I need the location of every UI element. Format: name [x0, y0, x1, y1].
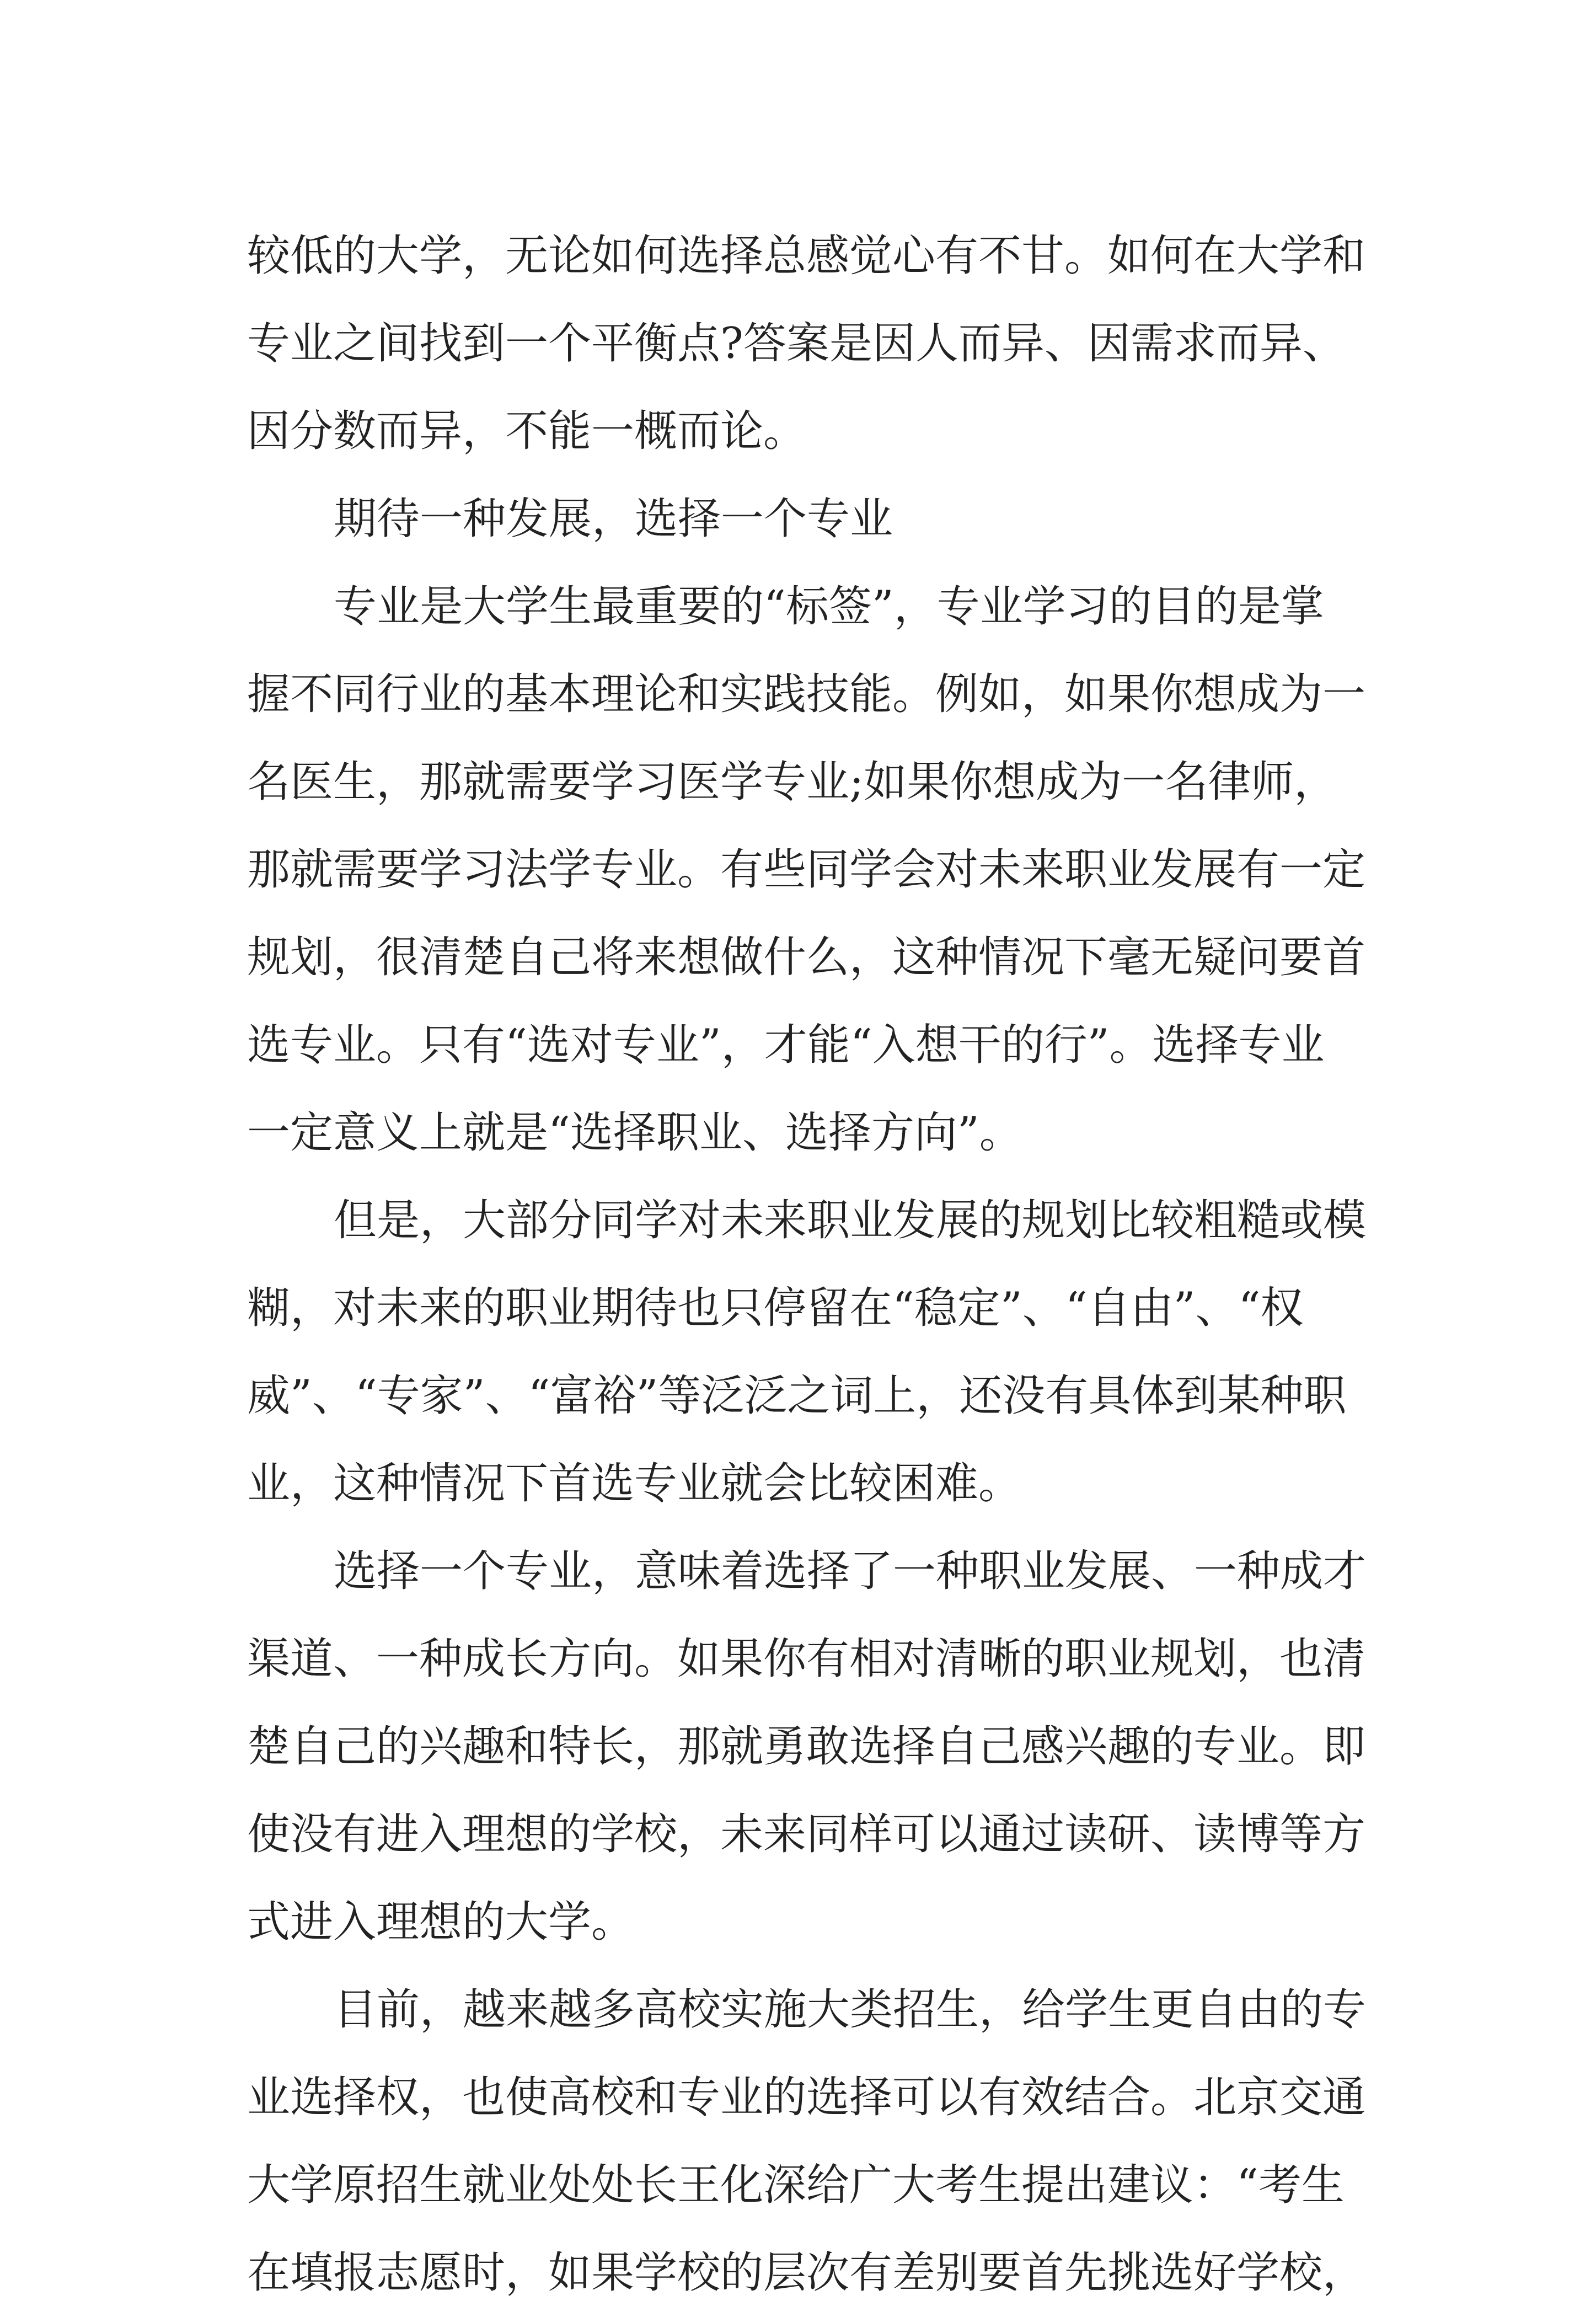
text-line: 在填报志愿时，如果学校的层次有差别要首先挑选好学校， — [247, 2248, 1366, 2298]
text-line: 较低的大学，无论如何选择总感觉心有不甘。如何在大学和 — [247, 231, 1366, 281]
text-line: 选择一个专业，意味着选择了一种职业发展、一种成才 — [334, 1547, 1367, 1596]
text-line: 期待一种发展，选择一个专业 — [334, 494, 893, 544]
text-line: 式进入理想的大学。 — [247, 1897, 635, 1947]
text-line: 名医生，那就需要学习医学专业;如果你想成为一名律师， — [247, 757, 1337, 807]
text-line: 那就需要学习法学专业。有些同学会对未来职业发展有一定 — [247, 845, 1366, 895]
text-line: 但是，大部分同学对未来职业发展的规划比较粗糙或模 — [334, 1196, 1367, 1245]
text-line: 专业是大学生最重要的“标签”，专业学习的目的是掌 — [334, 582, 1324, 632]
text-line: 业，这种情况下首选专业就会比较困难。 — [247, 1459, 1022, 1508]
text-line: 因分数而异，不能一概而论。 — [247, 406, 807, 456]
text-line: 使没有进入理想的学校，未来同样可以通过读研、读博等方 — [247, 1810, 1366, 1859]
text-line: 业选择权，也使高校和专业的选择可以有效结合。北京交通 — [247, 2073, 1366, 2122]
text-line: 楚自己的兴趣和特长，那就勇敢选择自己感兴趣的专业。即 — [247, 1722, 1366, 1772]
text-line: 渠道、一种成长方向。如果你有相对清晰的职业规划，也清 — [247, 1634, 1366, 1684]
text-line: 威”、“专家”、“富裕”等泛泛之词上，还没有具体到某种职 — [247, 1371, 1347, 1421]
document-body-text — [247, 212, 1383, 2317]
text-line: 大学原招生就业处处长王化深给广大考生提出建议：“考生 — [247, 2160, 1345, 2210]
text-line: 专业之间找到一个平衡点?答案是因人而异、因需求而异、 — [247, 319, 1346, 368]
text-line: 一定意义上就是“选择职业、选择方向”。 — [247, 1108, 1022, 1158]
text-line: 规划，很清楚自己将来想做什么，这种情况下毫无疑问要首 — [247, 933, 1366, 982]
text-line: 握不同行业的基本理论和实践技能。例如，如果你想成为一 — [247, 670, 1366, 719]
text-line: 目前，越来越多高校实施大类招生，给学生更自由的专 — [334, 1985, 1367, 2035]
text-line: 糊，对未来的职业期待也只停留在“稳定”、“自由”、“权 — [247, 1283, 1304, 1333]
text-line: 选专业。只有“选对专业”，才能“入想干的行”。选择专业 — [247, 1020, 1325, 1070]
